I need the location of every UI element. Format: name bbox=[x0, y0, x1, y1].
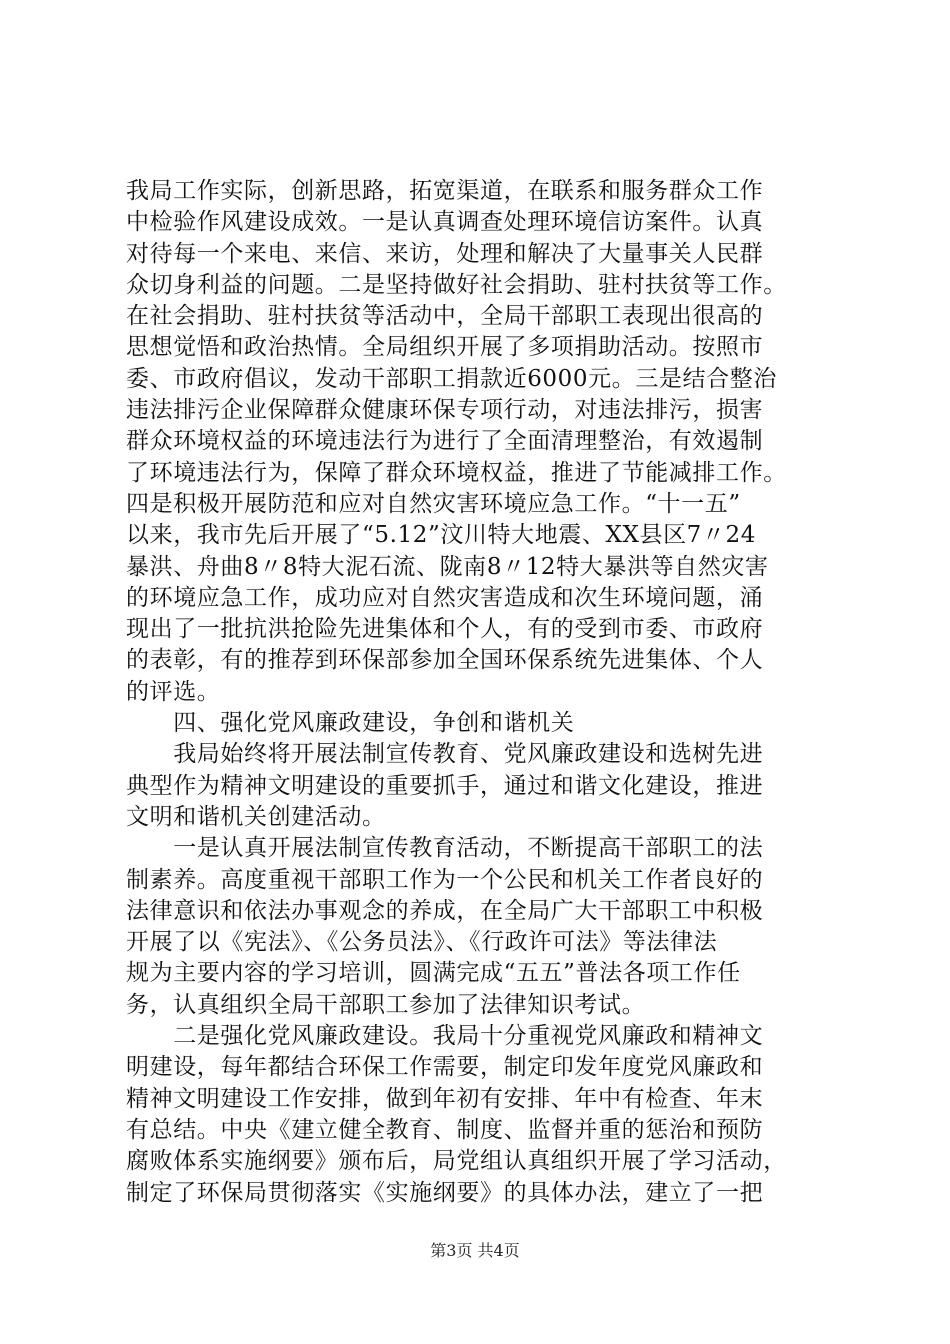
text-line: 有总结。中央《建立健全教育、制度、监督并重的惩治和预防 bbox=[126, 1116, 764, 1143]
text-line: 的表彰，有的推荐到环保部参加全国环保系统先进集体、个人 bbox=[126, 647, 764, 674]
text-line: 二是强化党风廉政建设。我局十分重视党风廉政和精神文 bbox=[126, 1023, 764, 1050]
text-line: 法律意识和依法办事观念的养成，在全局广大干部职工中积极 bbox=[126, 897, 764, 924]
text-line: 制定了环保局贯彻落实《实施纲要》的具体办法，建立了一把 bbox=[126, 1179, 764, 1206]
text-line: 在社会捐助、驻村扶贫等活动中，全局干部职工表现出很高的 bbox=[126, 303, 764, 330]
text-line: 精神文明建设工作安排，做到年初有安排、年中有检查、年末 bbox=[126, 1085, 764, 1112]
text-line: 文明和谐机关创建活动。 bbox=[126, 803, 386, 830]
text-line: 了环境违法行为，保障了群众环境权益，推进了节能减排工作。 bbox=[126, 459, 787, 486]
text-line: 违法排污企业保障群众健康环保专项行动，对违法排污，损害 bbox=[126, 397, 764, 424]
text-line: 腐败体系实施纲要》颁布后，局党组认真组织开展了学习活动， bbox=[126, 1148, 787, 1175]
text-line: 明建设，每年都结合环保工作需要，制定印发年度党风廉政和 bbox=[126, 1054, 764, 1081]
text-line: 的环境应急工作，成功应对自然灾害造成和次生环境问题，涌 bbox=[126, 584, 764, 611]
text-line: 我局始终将开展法制宣传教育、党风廉政建设和选树先进 bbox=[126, 741, 764, 768]
text-line: 制素养。高度重视干部职工作为一个公民和机关工作者良好的 bbox=[126, 866, 764, 893]
text-line: 四是积极开展防范和应对自然灾害环境应急工作。“十一五” bbox=[126, 490, 741, 517]
text-line: 群众环境权益的环境违法行为进行了全面清理整治，有效遏制 bbox=[126, 428, 764, 455]
text-line: 以来，我市先后开展了“5.12”汶川特大地震、XX县区7〃24 bbox=[126, 522, 756, 549]
text-line: 的评选。 bbox=[126, 678, 221, 705]
body-text bbox=[126, 176, 846, 1209]
text-line: 开展了以《宪法》、《公务员法》、《行政许可法》等法律法 bbox=[126, 929, 718, 956]
page-number: 第3页 共4页 bbox=[430, 1241, 520, 1260]
text-line: 务，认真组织全局干部职工参加了法律知识考试。 bbox=[126, 991, 646, 1018]
text-line: 现出了一批抗洪抢险先进集体和个人，有的受到市委、市政府 bbox=[126, 616, 764, 643]
section-heading: 四、强化党风廉政建设，争创和谐机关 bbox=[126, 710, 575, 737]
text-line: 中检验作风建设成效。一是认真调查处理环境信访案件。认真 bbox=[126, 209, 764, 236]
text-line: 暴洪、舟曲8〃8特大泥石流、陇南8〃12特大暴洪等自然灾害 bbox=[126, 553, 769, 580]
text-line: 典型作为精神文明建设的重要抓手，通过和谐文化建设，推进 bbox=[126, 772, 764, 799]
text-line: 委、市政府倡议，发动干部职工捐款近6000元。三是结合整治 bbox=[126, 365, 777, 392]
text-line: 对待每一个来电、来信、来访，处理和解决了大量事关人民群 bbox=[126, 240, 764, 267]
text-line: 规为主要内容的学习培训，圆满完成“五五”普法各项工作任 bbox=[126, 960, 741, 987]
text-line: 我局工作实际，创新思路，拓宽渠道，在联系和服务群众工作 bbox=[126, 178, 764, 204]
text-line: 思想觉悟和政治热情。全局组织开展了多项捐助活动。按照市 bbox=[126, 334, 764, 361]
text-line: 众切身利益的问题。二是坚持做好社会捐助、驻村扶贫等工作。 bbox=[126, 271, 787, 298]
text-line: 一是认真开展法制宣传教育活动，不断提高干部职工的法 bbox=[126, 835, 764, 862]
